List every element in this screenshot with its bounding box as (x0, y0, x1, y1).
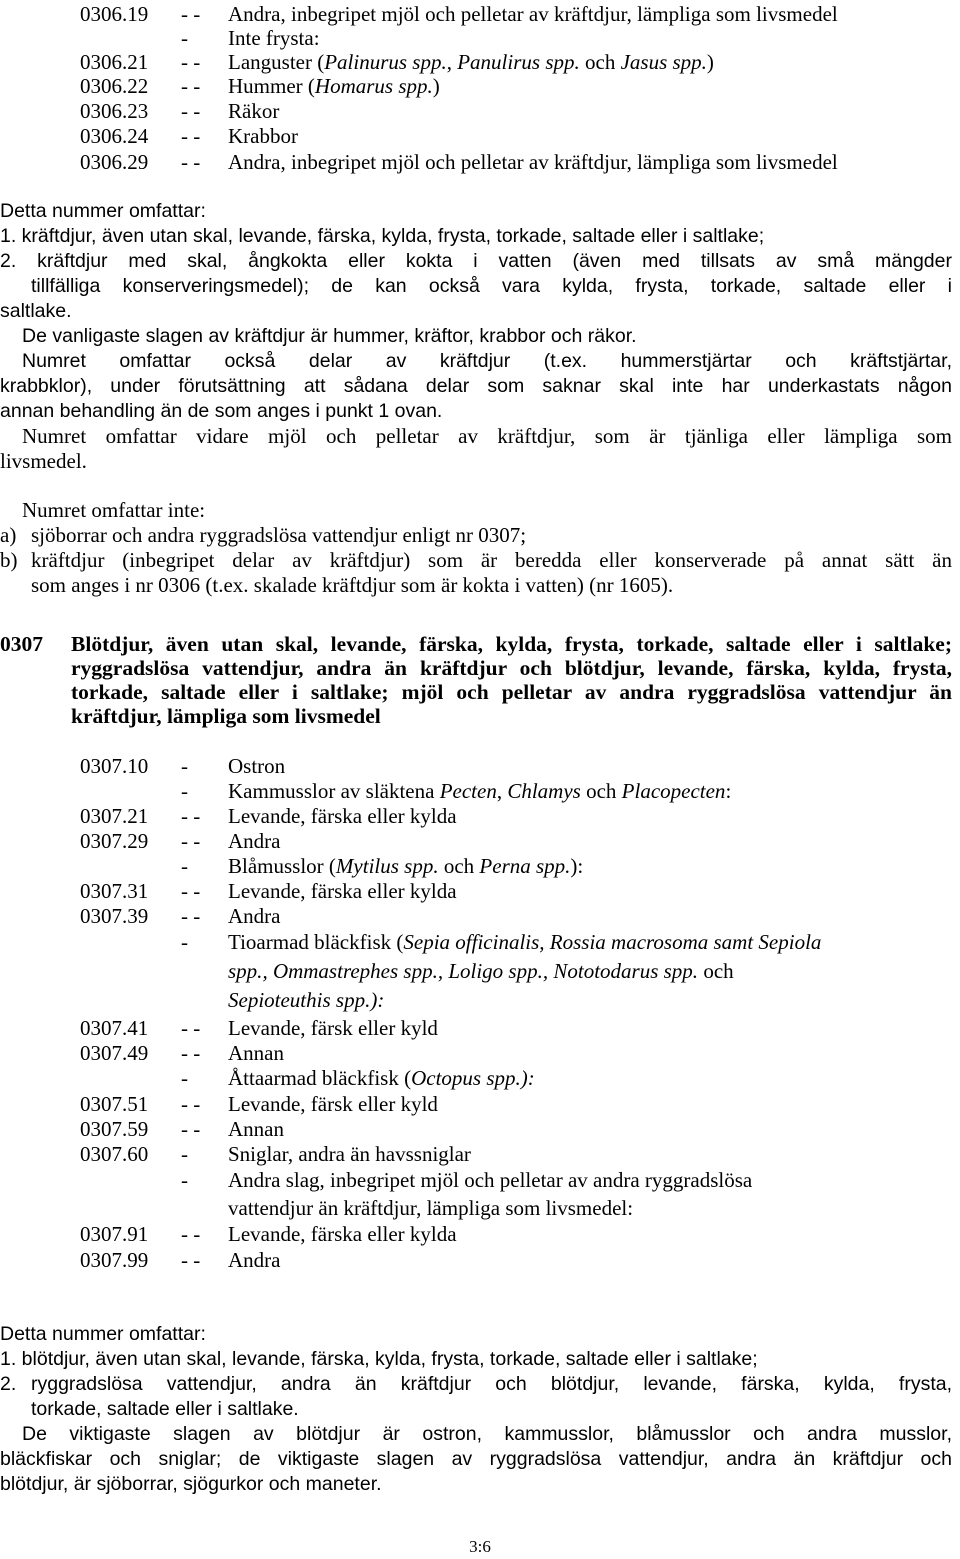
tariff-level: - - (181, 804, 201, 828)
tariff-description: Annan (228, 1117, 284, 1141)
tariff-row (0, 930, 960, 955)
tariff-row (0, 1066, 960, 1091)
note-item: 1. blötdjur, även utan skal, levande, färska, kylda, frysta, torkade, saltade eller i saltlake; (0, 1348, 758, 1370)
tariff-code: 0307.59 (80, 1117, 149, 1141)
note-paragraph-line: De viktigaste slagen av blötdjur är ostron, kammusslor, blåmusslor och andra musslor, (22, 1423, 952, 1445)
note-item (0, 1372, 960, 1397)
tariff-code: 0306.23 (80, 99, 149, 123)
tariff-code: 0307.60 (80, 1142, 149, 1166)
tariff-description: Levande, färska eller kylda (228, 804, 457, 828)
tariff-level: - - (181, 879, 201, 903)
tariff-code: 0306.29 (80, 150, 149, 174)
tariff-description: Sepioteuthis spp.): (228, 988, 385, 1012)
section-heading: Detta nummer omfattar: (0, 1323, 206, 1345)
tariff-description: Andra, inbegripet mjöl och pelletar av kräftdjur, lämpliga som livsmedel (228, 150, 838, 174)
tariff-level: - (181, 754, 188, 778)
tariff-row (0, 804, 960, 829)
tariff-level: - (181, 854, 188, 878)
tariff-level: - (181, 26, 188, 50)
tariff-description: Andra slag, inbegripet mjöl och pelletar av andra ryggradslösa (228, 1168, 753, 1192)
tariff-row (0, 99, 960, 124)
note-item-line: 2. kräftdjur med skal, ångkokta eller kokta i vatten (även med tillsats av små mängder (0, 250, 952, 272)
note-paragraph-line: krabbklor), under förutsättning att sådana delar som saknar skal inte har underkastats någon (0, 375, 952, 397)
tariff-row (0, 124, 960, 149)
tariff-row (0, 1092, 960, 1117)
exclusion-letter: b) (0, 548, 18, 572)
exclusion-item-line (0, 573, 960, 598)
tariff-row (0, 879, 960, 904)
note-paragraph: De vanligaste slagen av kräftdjur är hummer, kräftor, krabbor och räkor. (22, 325, 637, 347)
note-paragraph-line: Numret omfattar vidare mjöl och pelletar av kräftdjur, som är tjänliga eller lämpliga som (22, 424, 952, 448)
tariff-row (0, 754, 960, 779)
tariff-code: 0306.22 (80, 74, 149, 98)
tariff-level: - - (181, 1041, 201, 1065)
tariff-level: - - (181, 2, 201, 26)
tariff-description: Kammusslor av släktena Pecten, Chlamys och Placopecten: (228, 779, 732, 803)
heading-text: Blötdjur, även utan skal, levande, färska, kylda, frysta, torkade, saltade eller i saltlake; ryggradslösa vattendjur, andra än kräftdjur och blötdjur, levande, färska, kylda, frysta, torkade, saltade eller i saltlake; mjöl och pelletar av andra ryggradslösa vattendjur än kräftdjur, lämpliga som livsmedel (71, 632, 952, 728)
tariff-code: 0306.21 (80, 50, 149, 74)
tariff-level: - - (181, 99, 201, 123)
tariff-row (0, 1142, 960, 1167)
exclusions-heading: Numret omfattar inte: (22, 498, 206, 522)
tariff-description: Annan (228, 1041, 284, 1065)
heading-code: 0307 (0, 632, 43, 656)
exclusion-item (0, 548, 960, 573)
tariff-code: 0307.99 (80, 1248, 149, 1272)
tariff-code: 0307.49 (80, 1041, 149, 1065)
exclusion-text: kräftdjur (inbegripet delar av kräftdjur) som är beredda eller konserverade på annat sätt än (31, 548, 952, 572)
tariff-row (0, 1041, 960, 1066)
tariff-level: - - (181, 904, 201, 928)
tariff-description: Ostron (228, 754, 286, 778)
tariff-description: Andra (228, 829, 281, 853)
tariff-row (0, 829, 960, 854)
tariff-description: Levande, färska eller kylda (228, 879, 457, 903)
note-item-text: ryggradslösa vattendjur, andra än kräftdjur och blötdjur, levande, färska, kylda, frysta, (31, 1373, 952, 1395)
tariff-level: - - (181, 1248, 201, 1272)
tariff-description: Andra, inbegripet mjöl och pelletar av kräftdjur, lämpliga som livsmedel (228, 2, 838, 26)
tariff-code: 0307.51 (80, 1092, 149, 1116)
note-item-line: tillfälliga konserveringsmedel); de kan också vara kylda, frysta, torkade, saltade eller i (31, 275, 952, 297)
tariff-level: - (181, 1142, 188, 1166)
tariff-level: - (181, 1168, 188, 1192)
tariff-code: 0307.39 (80, 904, 149, 928)
tariff-row-continuation (0, 1196, 960, 1221)
tariff-description: vattendjur än kräftdjur, lämpliga som livsmedel: (228, 1196, 634, 1220)
tariff-level: - - (181, 1222, 201, 1246)
tariff-row (0, 150, 960, 175)
tariff-row (0, 26, 960, 51)
tariff-level: - - (181, 1016, 201, 1040)
tariff-level: - - (181, 124, 201, 148)
note-paragraph-line: bläckfiskar och sniglar; de viktigaste slagen av ryggradslösa vattendjur, andra än kräftdjur och (0, 1448, 952, 1470)
tariff-description: spp., Ommastrephes spp., Loligo spp., Nototodarus spp. och (228, 959, 734, 983)
exclusion-text: sjöborrar och andra ryggradslösa vattendjur enligt nr 0307; (31, 523, 527, 547)
tariff-description: Languster (Palinurus spp., Panulirus spp. och Jasus spp.) (228, 50, 714, 74)
tariff-row (0, 904, 960, 929)
tariff-row (0, 74, 960, 99)
page-number: 3:6 (469, 1537, 491, 1556)
tariff-description: Levande, färsk eller kyld (228, 1016, 438, 1040)
tariff-code: 0307.21 (80, 804, 149, 828)
tariff-row (0, 1016, 960, 1041)
tariff-description: Levande, färska eller kylda (228, 1222, 457, 1246)
note-paragraph-line: blötdjur, är sjöborrar, sjögurkor och maneter. (0, 1473, 382, 1495)
note-paragraph-line: annan behandling än de som anges i punkt 1 ovan. (0, 400, 443, 422)
tariff-description: Inte frysta: (228, 26, 320, 50)
tariff-row (0, 779, 960, 804)
note-paragraph-line: livsmedel. (0, 449, 87, 473)
tariff-row-continuation (0, 959, 960, 984)
tariff-level: - (181, 930, 188, 954)
tariff-row (0, 1248, 960, 1273)
tariff-row (0, 2, 960, 27)
tariff-description: Krabbor (228, 124, 298, 148)
tariff-description: Andra (228, 904, 281, 928)
tariff-code: 0307.10 (80, 754, 149, 778)
section-heading: Detta nummer omfattar: (0, 200, 206, 222)
tariff-level: - - (181, 74, 201, 98)
tariff-level: - - (181, 1092, 201, 1116)
tariff-row (0, 1117, 960, 1142)
tariff-row (0, 1168, 960, 1193)
tariff-level: - (181, 1066, 188, 1090)
note-item-number: 2. (0, 1373, 17, 1395)
tariff-row (0, 854, 960, 879)
exclusion-letter: a) (0, 523, 17, 547)
tariff-description: Blåmusslor (Mytilus spp. och Perna spp.): (228, 854, 584, 878)
tariff-row (0, 1222, 960, 1247)
tariff-level: - - (181, 1117, 201, 1141)
note-item-line: torkade, saltade eller i saltlake. (31, 1398, 299, 1420)
tariff-code: 0307.41 (80, 1016, 149, 1040)
tariff-description: Hummer (Homarus spp.) (228, 74, 440, 98)
tariff-code: 0306.19 (80, 2, 149, 26)
tariff-level: - (181, 779, 188, 803)
tariff-description: Sniglar, andra än havssniglar (228, 1142, 471, 1166)
tariff-description: Andra (228, 1248, 281, 1272)
note-paragraph-line: Numret omfattar också delar av kräftdjur (t.ex. hummerstjärtar och kräftstjärtar, (22, 350, 952, 372)
tariff-code: 0307.91 (80, 1222, 149, 1246)
tariff-description: Åttaarmad bläckfisk (Octopus spp.): (228, 1066, 535, 1090)
exclusion-text: som anges i nr 0306 (t.ex. skalade kräftdjur som är kokta i vatten) (nr 1605). (31, 573, 674, 597)
tariff-level: - - (181, 829, 201, 853)
tariff-code: 0307.31 (80, 879, 149, 903)
note-item: 1. kräftdjur, även utan skal, levande, färska, kylda, frysta, torkade, saltade eller i saltlake; (0, 225, 765, 247)
tariff-description: Tioarmad bläckfisk (Sepia officinalis, Rossia macrosoma samt Sepiola (228, 930, 822, 954)
tariff-description: Räkor (228, 99, 280, 123)
tariff-description: Levande, färsk eller kyld (228, 1092, 438, 1116)
tariff-row-continuation (0, 988, 960, 1013)
note-item-line: saltlake. (0, 300, 72, 322)
tariff-code: 0307.29 (80, 829, 149, 853)
tariff-level: - - (181, 150, 201, 174)
exclusion-item (0, 523, 960, 548)
tariff-code: 0306.24 (80, 124, 149, 148)
tariff-row (0, 50, 960, 75)
tariff-level: - - (181, 50, 201, 74)
